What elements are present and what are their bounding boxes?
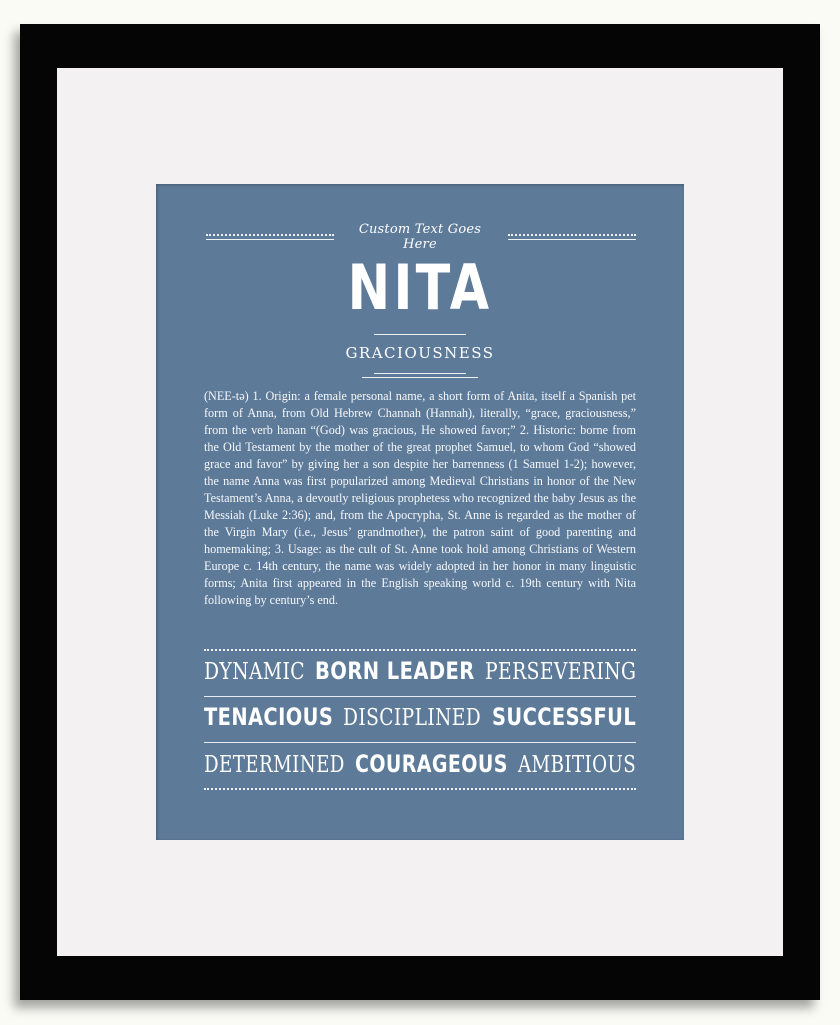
dotted-divider-right [508,234,636,240]
traits-dotted-divider-bottom [204,788,636,790]
traits-dotted-divider-top [204,649,636,651]
trait-word: BORN LEADER [314,657,475,685]
mat-board [57,68,783,956]
custom-text-row [156,220,684,252]
meaning-rule-bottom [374,373,466,374]
traits-row-3 [204,750,636,784]
trait-word: DISCIPLINED [343,705,482,731]
custom-text: Custom Text Goes Here [358,222,482,252]
meaning-rule-bottom-2 [362,377,478,378]
meaning-rule-top [374,334,466,335]
name-definition: (NEE-tə) 1. Origin: a female personal name, a short form of Anita, itself a Spanish pet form of Anna, from Old Hebrew Channah (Hannah), literally, “grace, graciousness,” from the verb hanan “(God) was gracious, He showed favor;” 2. Historic: borne from the Old Testament by the mother of the great prophet Samuel, to whom God “showed grace and favor” by giving her a son despite her barrenness (1 Samuel 1-2); however, the name Anna was first popularized among Medieval Christians in honor of the New Testament’s Anna, a devoutly religious prophetess who recognized the baby Jesus as the Messiah (Luke 2:36); and, from the Apocrypha, St. Anne is regarded as the mother of the Virgin Mary (i.e., Jesus’ grandmother), the patron saint of good parenting and homemaking; 3. Usage: as the cult of St. Anne took hold among Christians of Western Europe c. 14th century, the name was widely adopted in her honor in many linguistic forms; Anita first appeared in the English speaking world c. 19th century with Nita following by century’s end. [204,389,636,607]
traits-divider-1 [204,696,636,697]
trait-word: COURAGEOUS [354,750,508,778]
trait-word: DETERMINED [204,752,345,778]
dotted-divider-left [206,234,334,240]
name-print [156,184,684,840]
traits-row-2 [204,703,636,737]
traits-divider-2 [204,742,636,743]
trait-word: DYNAMIC [204,659,306,685]
trait-word: PERSEVERING [484,659,636,685]
traits-row-1 [204,657,636,691]
name-meaning: GRACIOUSNESS [345,344,495,362]
name-title: NITA [347,251,493,324]
picture-frame [20,24,820,1000]
trait-word: SUCCESSFUL [491,703,636,731]
trait-word: AMBITIOUS [517,752,636,778]
trait-word: TENACIOUS [204,703,334,731]
